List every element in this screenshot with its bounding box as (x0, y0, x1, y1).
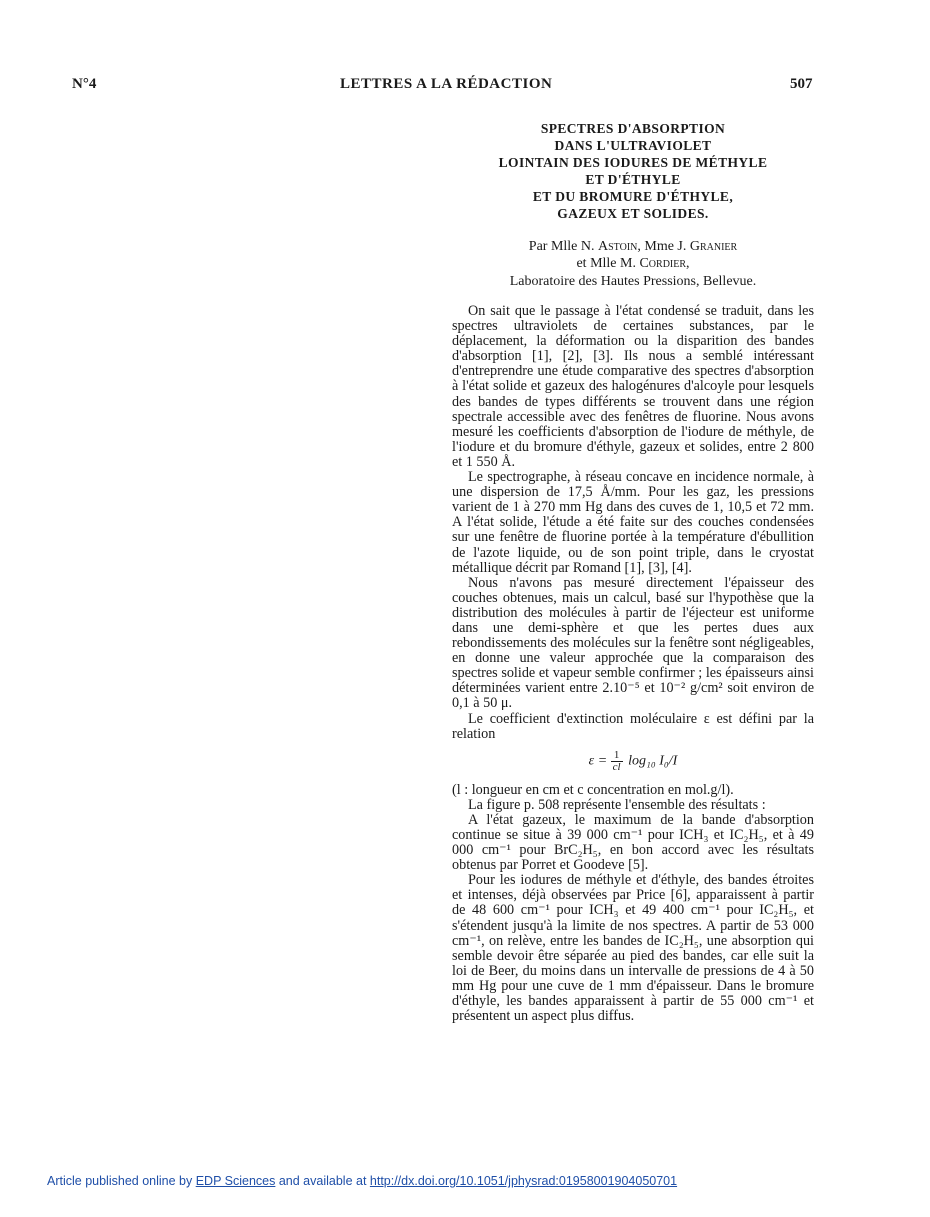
title-line: GAZEUX ET SOLIDES. (557, 206, 709, 221)
title-line: LOINTAIN DES IODURES DE MÉTHYLE (498, 155, 768, 170)
extinction-equation (452, 750, 814, 773)
author-name: Granier (689, 239, 738, 254)
equation-fraction (611, 750, 623, 773)
title-line: ET DU BROMURE D'ÉTHYLE, (532, 189, 734, 204)
body-paragraph: Le spectrographe, à réseau concave en incidence normale, à une dispersion de 17,5 Å/mm. Pour les gaz, les pressions varient de 1 à 270 mm Hg dans des cuves de 1, 10,5 et 72 mm. A l'état solide, l'étude a été faite sur des couches condensées sur une fenêtre de fluorine portée à la température d'ébullition de l'azote liquide, ou de son point triple, dans le cryostat métallique décrit par Romand [1], [3], [4]. (452, 469, 814, 576)
publication-footer (47, 1174, 677, 1188)
doi-link[interactable]: http://dx.doi.org/10.1051/jphysrad:01958001904050701 (369, 1174, 678, 1188)
equation-lhs: ε = (588, 753, 611, 769)
issue-number: N°4 (72, 76, 97, 92)
running-title: LETTRES A LA RÉDACTION (340, 76, 553, 92)
affiliation: Laboratoire des Hautes Pressions, Bellevue. (509, 274, 757, 289)
title-line: SPECTRES D'ABSORPTION (540, 121, 726, 136)
author-separator: , Mme J. (637, 239, 690, 254)
author-line (452, 238, 814, 255)
page-number: 507 (790, 76, 813, 92)
article-column (452, 120, 814, 1024)
body-paragraph: La figure p. 508 représente l'ensemble des résultats : (468, 796, 766, 813)
title-line: DANS L'ULTRAVIOLET (554, 138, 712, 153)
body-paragraph: Pour les iodures de méthyle et d'éthyle, des bandes étroites et intenses, déjà observées par Price [6], apparaissent à partir de 48 600 cm⁻¹ pour ICH₃ et 49 400 cm⁻¹ pour IC₂H₅, et s'étendent jusqu'à la limite de nos spectres. A partir de 53 000 cm⁻¹, on relève, entre les bandes de IC₂H₅, une absorption qui semble devoir être séparée au pied des bandes, car elle suit la loi de Beer, du moins dans un intervalle de pressions de 4 à 50 mm Hg pour une cuve de 1 mm d'épaisseur. Dans le bromure d'éthyle, les bandes apparaissent à partir de 55 000 cm⁻¹ et présentent un aspect plus diffus. (452, 872, 814, 1025)
author-line (452, 255, 814, 272)
article-title (452, 120, 814, 222)
equation-rhs: log₁₀ I₀/I (624, 753, 678, 769)
fraction-numerator: 1 (611, 750, 623, 762)
footer-middle: and available at (275, 1174, 370, 1188)
body-paragraph: (l : longueur en cm et c concentration en mol.g/l). (452, 781, 734, 798)
author-name: Astoin (598, 239, 638, 254)
body-paragraph: Le coefficient d'extinction moléculaire ε est défini par la relation (452, 710, 814, 742)
body-paragraph: Nous n'avons pas mesuré directement l'épaisseur des couches obtenues, mais un calcul, basé sur l'hypothèse que la distribution des molécules à partir de l'éjecteur est uniforme dans une demi-sphère et que les pertes dues aux rebondissements des molécules sur la fenêtre sont négligeables, en donne une valeur approchée que la comparaison des spectres solide et vapeur semble confirmer ; les épaisseurs ainsi déterminées varient entre 2.10⁻⁵ et 10⁻² g/cm² soit environ de 0,1 à 50 μ. (452, 574, 814, 712)
author-name: Cordier (639, 256, 687, 271)
body-paragraph: On sait que le passage à l'état condensé se traduit, dans les spectres ultraviolets de certaines substances, par le déplacement, la déformation ou la disparition des bandes d'absorption [1], [2], [3]. Ils nous a semblé intéressant d'entreprendre une étude comparative des spectres d'absorption à l'état solide et gazeux des halogénures d'alcoyle pour lesquels des bandes de types différents se trouvent dans une région spectrale accessible avec des fenêtres de fluorine. Nous avons mesuré les coefficients d'absorption de l'iodure de méthyle, de l'iodure et du bromure d'éthyle, gazeux et solides, entre 2 800 et 1 550 Å. (452, 303, 814, 470)
publisher-link[interactable]: EDP Sciences (195, 1174, 276, 1188)
footer-prefix: Article published online by (47, 1174, 196, 1188)
author-suffix: , (686, 256, 690, 271)
title-line: ET D'ÉTHYLE (585, 172, 681, 187)
body-paragraph: A l'état gazeux, le maximum de la bande d'absorption continue se situe à 39 000 cm⁻¹ pour ICH₃ et IC₂H₅, et à 49 000 cm⁻¹ pour BrC₂H₅, en bon accord avec les résultats obtenus par Porret et Goodeve [5]. (452, 811, 814, 874)
author-list (452, 238, 814, 272)
article-body (452, 304, 814, 1024)
fraction-denominator: cl (612, 760, 621, 773)
author-prefix: et Mlle M. (576, 256, 640, 271)
author-prefix: Par Mlle N. (528, 239, 598, 254)
